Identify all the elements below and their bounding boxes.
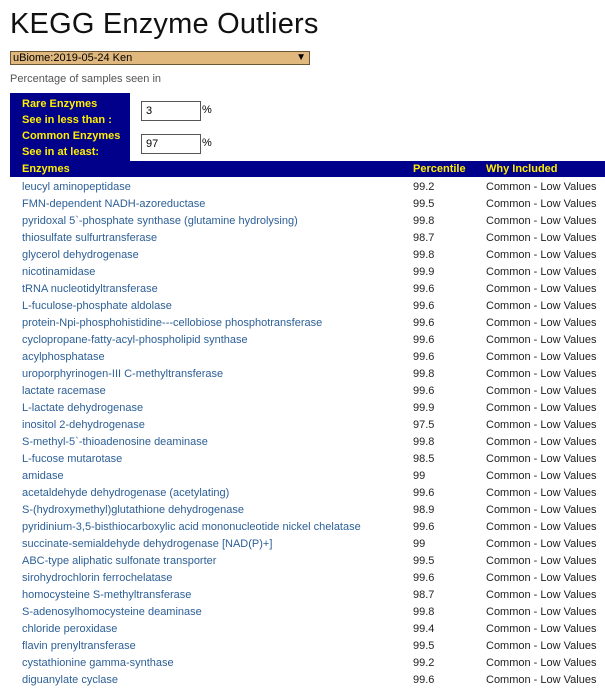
why-included-value: Common - Low Values: [486, 521, 597, 533]
table-row: [10, 569, 605, 586]
enzyme-name-link[interactable]: sirohydrochlorin ferrochelatase: [22, 572, 173, 584]
table-row: [10, 348, 605, 365]
why-included-value: Common - Low Values: [486, 504, 597, 516]
sample-select-value: uBiome:2019-05-24 Ken: [13, 52, 133, 64]
enzyme-name-link[interactable]: uroporphyrinogen-III C-methyltransferase: [22, 368, 224, 380]
why-included-value: Common - Low Values: [486, 215, 597, 227]
enzyme-name-link[interactable]: pyridoxal 5`-phosphate synthase (glutamine hydrolysing): [22, 215, 298, 227]
enzyme-name-link[interactable]: lactate racemase: [22, 385, 106, 397]
table-row: [10, 433, 605, 450]
percentile-value: 99.8: [413, 215, 435, 227]
enzyme-name-link[interactable]: cyclopropane-fatty-acyl-phospholipid synthase: [22, 334, 248, 346]
enzyme-name-link[interactable]: tRNA nucleotidyltransferase: [22, 283, 158, 295]
percentage-label: Percentage of samples seen in: [10, 73, 162, 85]
rare-percent-sign: %: [202, 104, 212, 116]
why-included-value: Common - Low Values: [486, 317, 597, 329]
percentile-value: 98.9: [413, 504, 435, 516]
percentile-value: 99.8: [413, 249, 435, 261]
table-row: [10, 484, 605, 501]
enzyme-name-link[interactable]: L-lactate dehydrogenase: [22, 402, 144, 414]
why-included-value: Common - Low Values: [486, 555, 597, 567]
table-row: [10, 654, 605, 671]
common-percent-sign: %: [202, 137, 212, 149]
table-row: [10, 331, 605, 348]
enzyme-name-link[interactable]: acylphosphatase: [22, 351, 105, 363]
percentile-value: 97.5: [413, 419, 435, 431]
why-included-value: Common - Low Values: [486, 283, 597, 295]
percentile-value: 99.8: [413, 436, 435, 448]
enzyme-name-link[interactable]: L-fucose mutarotase: [22, 453, 123, 465]
table-row: [10, 535, 605, 552]
table-row: [10, 263, 605, 280]
percentile-value: 99.6: [413, 334, 435, 346]
why-included-value: Common - Low Values: [486, 419, 597, 431]
enzyme-name-link[interactable]: protein-Npi-phosphohistidine---cellobiose phosphotransferase: [22, 317, 323, 329]
table-row: [10, 552, 605, 569]
common-see-in-label: See in at least:: [22, 146, 100, 158]
rare-enzymes-label: Rare Enzymes: [22, 98, 98, 110]
percentile-value: 99.9: [413, 266, 435, 278]
percentile-value: 98.5: [413, 453, 435, 465]
enzyme-name-link[interactable]: cystathionine gamma-synthase: [22, 657, 174, 669]
page-title: KEGG Enzyme Outliers: [10, 8, 319, 40]
column-header-percentile[interactable]: Percentile: [413, 163, 466, 175]
table-row: [10, 229, 605, 246]
rare-see-in-label: See in less than :: [22, 114, 112, 126]
percentile-value: 98.7: [413, 589, 435, 601]
enzyme-name-link[interactable]: homocysteine S-methyltransferase: [22, 589, 192, 601]
why-included-value: Common - Low Values: [486, 232, 597, 244]
enzyme-name-link[interactable]: nicotinamidase: [22, 266, 96, 278]
why-included-value: Common - Low Values: [486, 538, 597, 550]
percentile-value: 99.6: [413, 572, 435, 584]
why-included-value: Common - Low Values: [486, 674, 597, 686]
enzyme-name-link[interactable]: FMN-dependent NADH-azoreductase: [22, 198, 206, 210]
enzyme-name-link[interactable]: chloride peroxidase: [22, 623, 118, 635]
why-included-value: Common - Low Values: [486, 606, 597, 618]
percentile-value: 99.4: [413, 623, 435, 635]
enzyme-name-link[interactable]: amidase: [22, 470, 64, 482]
enzyme-name-link[interactable]: pyridinium-3,5-bisthiocarboxylic acid mononucleotide nickel chelatase: [22, 521, 361, 533]
why-included-value: Common - Low Values: [486, 640, 597, 652]
percentile-value: 99.8: [413, 368, 435, 380]
why-included-value: Common - Low Values: [486, 351, 597, 363]
why-included-value: Common - Low Values: [486, 623, 597, 635]
column-header-enzymes[interactable]: Enzymes: [22, 163, 70, 175]
why-included-value: Common - Low Values: [486, 198, 597, 210]
percentile-value: 99.6: [413, 283, 435, 295]
why-included-value: Common - Low Values: [486, 181, 597, 193]
why-included-value: Common - Low Values: [486, 436, 597, 448]
enzyme-name-link[interactable]: inositol 2-dehydrogenase: [22, 419, 145, 431]
table-row: [10, 467, 605, 484]
chevron-down-icon: ▼: [296, 52, 306, 63]
table-row: [10, 399, 605, 416]
percentile-value: 99.8: [413, 606, 435, 618]
enzyme-name-link[interactable]: S-adenosylhomocysteine deaminase: [22, 606, 202, 618]
percentile-value: 99: [413, 538, 426, 550]
percentile-value: 99.6: [413, 317, 435, 329]
enzyme-name-link[interactable]: S-(hydroxymethyl)glutathione dehydrogenase: [22, 504, 244, 516]
why-included-value: Common - Low Values: [486, 453, 597, 465]
threshold-panel: [10, 93, 130, 161]
table-row: [10, 212, 605, 229]
percentile-value: 99.2: [413, 657, 435, 669]
percentile-value: 99.6: [413, 351, 435, 363]
sample-select[interactable]: [10, 51, 310, 65]
why-included-value: Common - Low Values: [486, 334, 597, 346]
percentile-value: 99.2: [413, 181, 435, 193]
enzyme-name-link[interactable]: ABC-type aliphatic sulfonate transporter: [22, 555, 217, 567]
enzyme-name-link[interactable]: L-fuculose-phosphate aldolase: [22, 300, 172, 312]
why-included-value: Common - Low Values: [486, 657, 597, 669]
table-row: [10, 518, 605, 535]
table-row: [10, 620, 605, 637]
why-included-value: Common - Low Values: [486, 470, 597, 482]
why-included-value: Common - Low Values: [486, 300, 597, 312]
percentile-value: 99.5: [413, 198, 435, 210]
why-included-value: Common - Low Values: [486, 249, 597, 261]
table-row: [10, 314, 605, 331]
percentile-value: 99.6: [413, 385, 435, 397]
enzyme-name-link[interactable]: acetaldehyde dehydrogenase (acetylating): [22, 487, 230, 499]
table-row: [10, 382, 605, 399]
table-row: [10, 178, 605, 195]
enzyme-name-link[interactable]: thiosulfate sulfurtransferase: [22, 232, 158, 244]
why-included-value: Common - Low Values: [486, 385, 597, 397]
percentile-value: 99.6: [413, 487, 435, 499]
percentile-value: 99.5: [413, 555, 435, 567]
table-row: [10, 637, 605, 654]
column-header-why-included[interactable]: Why Included: [486, 163, 558, 175]
percentile-value: 99.6: [413, 300, 435, 312]
table-row: [10, 586, 605, 603]
why-included-value: Common - Low Values: [486, 266, 597, 278]
percentile-value: 98.7: [413, 232, 435, 244]
table-row: [10, 501, 605, 518]
why-included-value: Common - Low Values: [486, 368, 597, 380]
percentile-value: 99.5: [413, 640, 435, 652]
percentile-value: 99: [413, 470, 426, 482]
table-row: [10, 297, 605, 314]
table-row: [10, 246, 605, 263]
table-header: [10, 161, 605, 177]
table-row: [10, 671, 605, 688]
enzyme-name-link[interactable]: leucyl aminopeptidase: [22, 181, 131, 193]
enzyme-name-link[interactable]: glycerol dehydrogenase: [22, 249, 139, 261]
table-row: [10, 280, 605, 297]
percentile-value: 99.6: [413, 521, 435, 533]
enzyme-name-link[interactable]: S-methyl-5`-thioadenosine deaminase: [22, 436, 208, 448]
percentile-value: 99.6: [413, 674, 435, 686]
table-row: [10, 603, 605, 620]
common-threshold-input[interactable]: 97: [141, 134, 201, 154]
table-row: [10, 416, 605, 433]
enzyme-name-link[interactable]: succinate-semialdehyde dehydrogenase [NAD(P)+]: [22, 538, 273, 550]
why-included-value: Common - Low Values: [486, 402, 597, 414]
enzyme-name-link[interactable]: flavin prenyltransferase: [22, 640, 136, 652]
why-included-value: Common - Low Values: [486, 487, 597, 499]
table-row: [10, 450, 605, 467]
why-included-value: Common - Low Values: [486, 589, 597, 601]
rare-threshold-input[interactable]: 3: [141, 101, 201, 121]
table-row: [10, 365, 605, 382]
percentile-value: 99.9: [413, 402, 435, 414]
enzyme-name-link[interactable]: diguanylate cyclase: [22, 674, 119, 686]
common-enzymes-label: Common Enzymes: [22, 130, 121, 142]
table-row: [10, 195, 605, 212]
why-included-value: Common - Low Values: [486, 572, 597, 584]
